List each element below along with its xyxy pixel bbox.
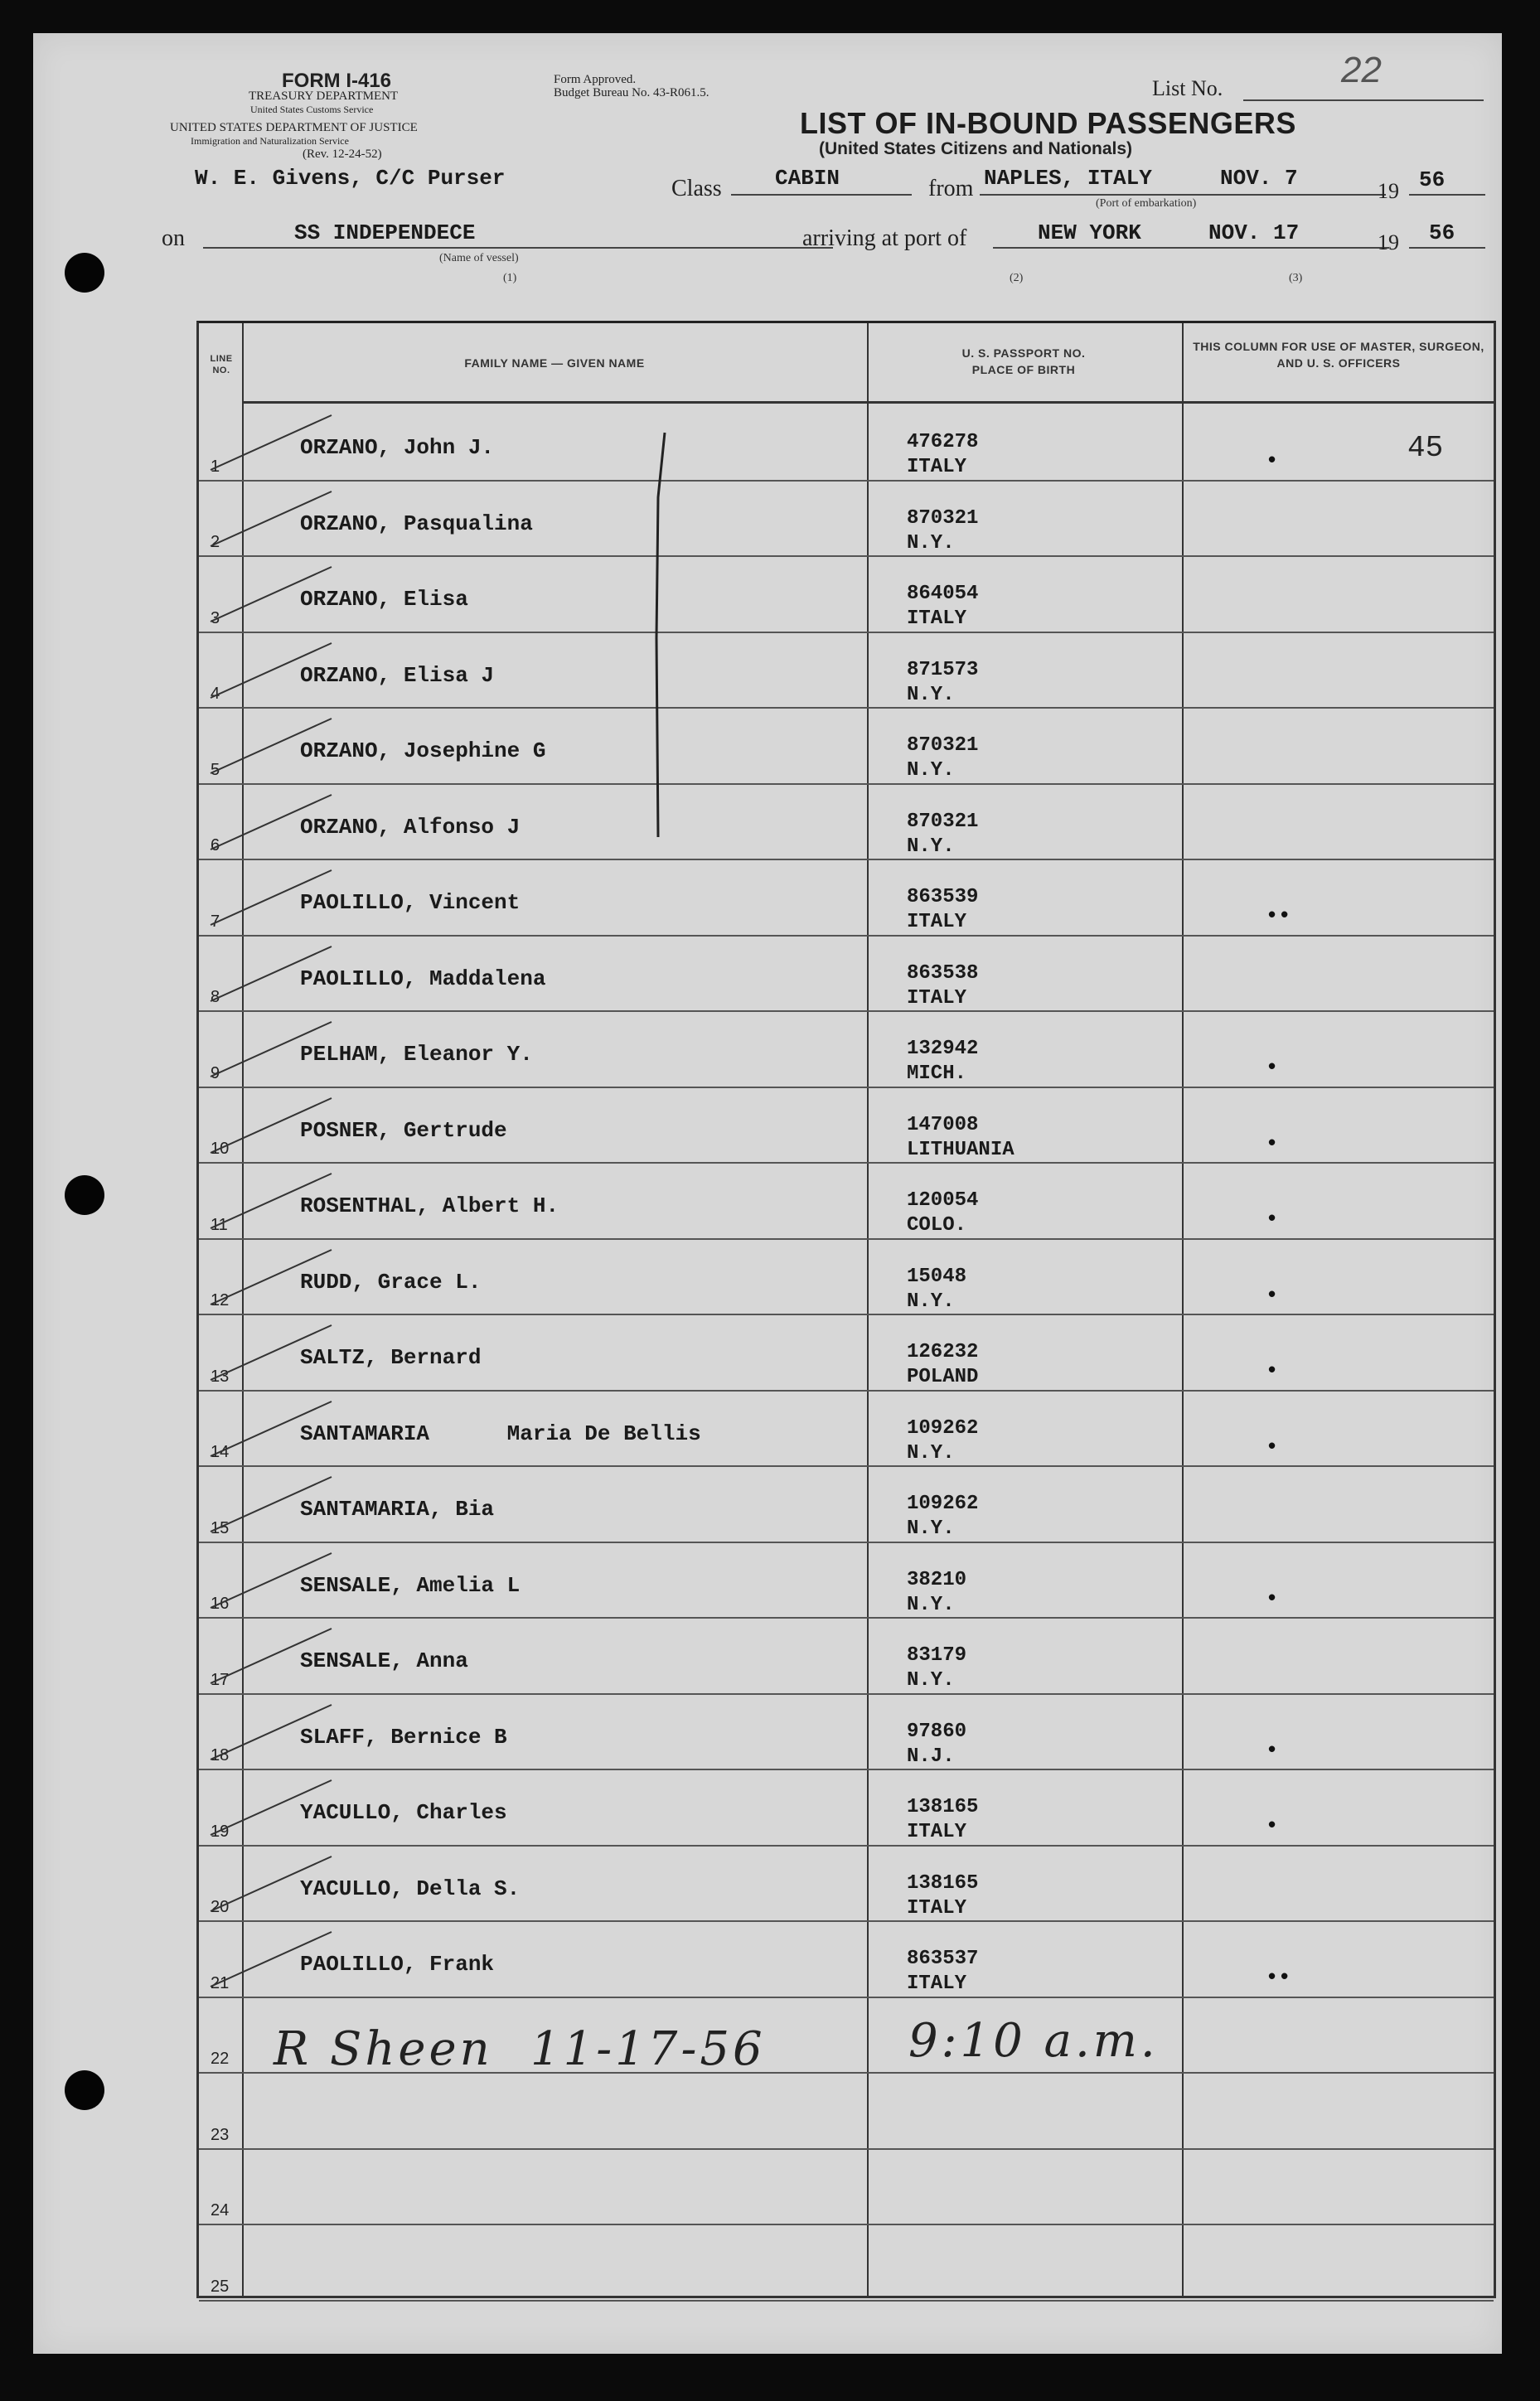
line-number: 22 <box>211 2050 230 2068</box>
from-underline <box>980 194 1386 196</box>
passport-number: 863539 <box>907 886 979 908</box>
line-number: 12 <box>211 1291 230 1309</box>
table-row <box>199 1845 1494 1923</box>
embarkation-year: 56 <box>1419 167 1446 192</box>
officer-mark: • <box>1268 1812 1281 1837</box>
passport-number: 863537 <box>907 1948 979 1970</box>
passenger-name: ROSENTHAL, Albert H. <box>300 1193 559 1218</box>
passport-cell <box>907 1568 966 1618</box>
arrival-date: NOV. 17 <box>1208 220 1300 245</box>
passenger-name: SENSALE, Anna <box>300 1648 468 1673</box>
passenger-count-note: 45 <box>1407 431 1444 465</box>
vessel-underline <box>203 247 833 249</box>
signature-time: 9:10 a.m. <box>908 2014 1159 2068</box>
passport-number: 109262 <box>907 1416 979 1440</box>
passport-cell <box>907 733 978 783</box>
line-number: 3 <box>211 608 220 627</box>
passport-number: 97860 <box>907 1720 967 1743</box>
officer-mark: • <box>1268 1280 1281 1306</box>
punch-hole-top <box>65 253 104 293</box>
officer-mark: • <box>1268 1432 1281 1458</box>
passport-number: 476278 <box>907 431 979 453</box>
arrival-year: 56 <box>1429 220 1455 245</box>
arrival-port: NEW YORK <box>1038 220 1141 245</box>
header-line-no: LINE NO. <box>210 354 233 375</box>
place-of-birth: ITALY <box>907 608 967 630</box>
table-row <box>199 1769 1494 1847</box>
passenger-name: YACULLO, Della S. <box>300 1876 521 1901</box>
table-row <box>199 404 1494 482</box>
table-row <box>199 1087 1494 1164</box>
passport-number: 870321 <box>907 734 979 757</box>
form-subtitle: (United States Citizens and Nationals) <box>819 139 1133 158</box>
officer-mark: • <box>1268 1735 1281 1761</box>
place-of-birth: COLO. <box>907 1214 967 1237</box>
purser-name: W. E. Givens, C/C Purser <box>195 166 506 191</box>
table-row <box>199 480 1494 558</box>
line-number: 10 <box>211 1140 230 1158</box>
line-number: 18 <box>211 1746 230 1764</box>
passenger-name: ORZANO, Josephine G <box>300 738 546 763</box>
list-no-label: List No. <box>1152 76 1223 100</box>
passenger-name: RUDD, Grace L. <box>300 1269 482 1295</box>
table-row <box>199 2148 1494 2226</box>
passport-cell <box>907 1037 978 1087</box>
passport-number: 138165 <box>907 1796 979 1818</box>
line-number: 23 <box>211 2125 230 2144</box>
table-body <box>199 323 1494 2296</box>
table-row <box>199 632 1494 709</box>
passenger-name: SALTZ, Bernard <box>300 1345 482 1370</box>
embarkation-port: NAPLES, ITALY <box>984 166 1152 191</box>
line-number: 8 <box>211 988 220 1006</box>
form-number: FORM I-416 <box>282 70 392 92</box>
place-of-birth: ITALY <box>907 986 967 1009</box>
passenger-name: ORZANO, Alfonso J <box>300 814 521 840</box>
arrival-year-prefix: 19 <box>1378 230 1399 254</box>
place-of-birth: ITALY <box>907 456 967 478</box>
place-of-birth: N.Y. <box>907 1593 955 1616</box>
list-no-value: 22 <box>1341 50 1382 90</box>
table-row <box>199 1238 1494 1316</box>
table-row <box>199 1920 1494 1998</box>
vessel-name: SS INDEPENDECE <box>294 220 476 245</box>
line-number: 20 <box>211 1898 230 1916</box>
line-number: 15 <box>211 1518 230 1537</box>
passport-cell <box>907 582 978 632</box>
passport-cell <box>907 885 978 935</box>
passenger-name: POSNER, Gertrude <box>300 1117 507 1143</box>
line-number: 4 <box>211 685 220 703</box>
passport-number: 870321 <box>907 506 979 530</box>
passport-number: 864054 <box>907 583 979 605</box>
place-of-birth: ITALY <box>907 911 967 933</box>
table-row <box>199 2072 1494 2150</box>
table-row <box>199 935 1494 1013</box>
officer-mark: •• <box>1268 902 1294 927</box>
place-of-birth: N.Y. <box>907 1669 955 1692</box>
table-row <box>199 707 1494 785</box>
table-row <box>199 1010 1494 1088</box>
treasury-dept: TREASURY DEPARTMENT <box>249 90 399 103</box>
passport-cell <box>907 1795 978 1845</box>
place-of-birth: N.Y. <box>907 1290 955 1313</box>
passenger-name: ORZANO, Pasqualina <box>300 511 533 536</box>
place-of-birth: ITALY <box>907 1821 967 1843</box>
passenger-table <box>196 321 1496 2298</box>
justice-dept: UNITED STATES DEPARTMENT OF JUSTICE <box>170 121 418 134</box>
customs-service: United States Customs Service <box>250 104 374 115</box>
passport-number: 126232 <box>907 1341 979 1363</box>
form-approved: Form Approved. <box>554 73 637 86</box>
passport-cell <box>907 1643 966 1693</box>
line-number: 21 <box>211 1973 230 1992</box>
passport-number: 132942 <box>907 1038 979 1060</box>
punch-hole-bottom <box>65 2070 104 2110</box>
place-of-birth: N.Y. <box>907 531 955 554</box>
table-row <box>199 555 1494 633</box>
class-label: Class <box>671 176 722 201</box>
passport-number: 15048 <box>907 1265 967 1288</box>
arrival-underline <box>993 247 1389 249</box>
officer-mark: • <box>1268 1205 1281 1230</box>
passenger-name: SANTAMARIA Maria De Bellis <box>300 1421 701 1446</box>
vessel-caption: (Name of vessel) <box>439 252 519 264</box>
passenger-name: PELHAM, Eleanor Y. <box>300 1042 533 1067</box>
officer-mark: • <box>1268 1129 1281 1155</box>
passport-cell <box>907 1492 978 1542</box>
passport-number: 147008 <box>907 1113 979 1136</box>
passenger-name: SENSALE, Amelia L <box>300 1572 521 1598</box>
passport-number: 120054 <box>907 1189 979 1212</box>
table-row <box>199 859 1494 937</box>
passport-number: 870321 <box>907 810 979 833</box>
passport-cell <box>907 506 978 556</box>
header-family-name: FAMILY NAME — GIVEN NAME <box>464 356 645 370</box>
line-number: 11 <box>211 1215 228 1234</box>
revision-date: (Rev. 12-24-52) <box>303 148 382 161</box>
passenger-name: PAOLILLO, Frank <box>300 1952 495 1977</box>
passport-cell <box>907 1416 978 1466</box>
passport-number: 109262 <box>907 1493 979 1515</box>
place-of-birth: LITHUANIA <box>907 1138 1015 1161</box>
line-number: 6 <box>211 836 220 854</box>
line-number: 16 <box>211 1595 230 1613</box>
embarkation-date: NOV. 7 <box>1220 166 1298 191</box>
column-2-marker: (2) <box>1010 272 1024 284</box>
from-year-underline <box>1409 194 1485 196</box>
header-official-use: THIS COLUMN FOR USE OF MASTER, SURGEON, AND U. S. OFFICERS <box>1193 340 1484 370</box>
column-3-marker: (3) <box>1289 272 1303 284</box>
officer-mark: • <box>1268 447 1281 472</box>
family-bracket <box>647 431 671 845</box>
passport-cell <box>907 1113 1015 1163</box>
header-passport: U. S. PASSPORT NO. PLACE OF BIRTH <box>961 346 1086 376</box>
passenger-name: ORZANO, John J. <box>300 435 495 460</box>
line-number: 9 <box>211 1063 220 1082</box>
class-underline <box>731 194 912 196</box>
line-number: 25 <box>211 2277 230 2296</box>
line-number: 24 <box>211 2201 230 2219</box>
on-label: on <box>162 225 185 251</box>
document-sheet <box>33 33 1502 2354</box>
officer-mark: • <box>1268 1584 1281 1610</box>
passport-number: 38210 <box>907 1568 967 1591</box>
passport-cell <box>907 1265 966 1314</box>
table-row <box>199 1465 1494 1543</box>
table-row <box>199 1162 1494 1240</box>
passport-cell <box>907 1871 978 1921</box>
table-row <box>199 1542 1494 1619</box>
passport-cell <box>907 810 978 859</box>
passenger-name: YACULLO, Charles <box>300 1800 507 1825</box>
line-number: 2 <box>211 533 220 551</box>
passport-cell <box>907 430 978 480</box>
line-number: 7 <box>211 912 220 931</box>
passport-cell <box>907 658 978 708</box>
place-of-birth: N.Y. <box>907 1518 955 1540</box>
table-row <box>199 1390 1494 1468</box>
passenger-name: ORZANO, Elisa J <box>300 662 495 688</box>
from-year-prefix: 19 <box>1378 179 1399 203</box>
passenger-name: PAOLILLO, Maddalena <box>300 966 546 991</box>
line-number: 5 <box>211 760 220 779</box>
arriving-label: arriving at port of <box>802 225 967 251</box>
passport-number: 138165 <box>907 1871 979 1895</box>
passenger-name: PAOLILLO, Vincent <box>300 890 521 915</box>
signature: R Sheen <box>274 2022 493 2076</box>
punch-hole-middle <box>65 1175 104 1215</box>
place-of-birth: N.Y. <box>907 1441 955 1464</box>
place-of-birth: ITALY <box>907 1973 967 1995</box>
table-row <box>199 783 1494 861</box>
line-number: 17 <box>211 1670 230 1689</box>
line-number: 14 <box>211 1443 230 1461</box>
list-no-underline <box>1243 99 1484 101</box>
signature-date: 11-17-56 <box>530 2022 766 2076</box>
from-label: from <box>928 176 974 201</box>
passenger-name: SLAFF, Bernice B <box>300 1724 507 1750</box>
form-title: LIST OF IN-BOUND PASSENGERS <box>800 106 1296 140</box>
passport-cell <box>907 1188 978 1238</box>
officer-mark: • <box>1268 1053 1281 1078</box>
passport-number: 871573 <box>907 658 979 681</box>
passport-cell <box>907 1720 966 1769</box>
table-row <box>199 1314 1494 1392</box>
passport-cell <box>907 961 978 1011</box>
table-row <box>199 2224 1494 2302</box>
officer-mark: • <box>1268 1357 1281 1382</box>
arrival-year-underline <box>1409 247 1485 249</box>
class-value: CABIN <box>775 166 840 191</box>
place-of-birth: ITALY <box>907 1896 967 1919</box>
line-number: 1 <box>211 457 220 476</box>
line-number: 19 <box>211 1822 230 1841</box>
officer-mark: •• <box>1268 1963 1294 1988</box>
table-row <box>199 1617 1494 1695</box>
place-of-birth: N.J. <box>907 1745 955 1768</box>
place-of-birth: N.Y. <box>907 683 955 706</box>
passport-cell <box>907 1340 978 1390</box>
place-of-birth: POLAND <box>907 1366 979 1388</box>
place-of-birth: MICH. <box>907 1063 967 1085</box>
column-1-marker: (1) <box>503 272 517 284</box>
place-of-birth: N.Y. <box>907 759 955 782</box>
budget-bureau: Budget Bureau No. 43-R061.5. <box>554 86 709 99</box>
place-of-birth: N.Y. <box>907 835 955 858</box>
immigration-service: Immigration and Naturalization Service <box>191 135 349 147</box>
passenger-name: ORZANO, Elisa <box>300 587 468 612</box>
port-embarkation-caption: (Port of embarkation) <box>1096 197 1197 210</box>
passenger-name: SANTAMARIA, Bia <box>300 1497 495 1522</box>
passport-number: 863538 <box>907 961 979 985</box>
passport-number: 83179 <box>907 1644 967 1667</box>
passport-cell <box>907 1947 978 1997</box>
line-number: 13 <box>211 1367 230 1386</box>
table-row <box>199 1693 1494 1771</box>
